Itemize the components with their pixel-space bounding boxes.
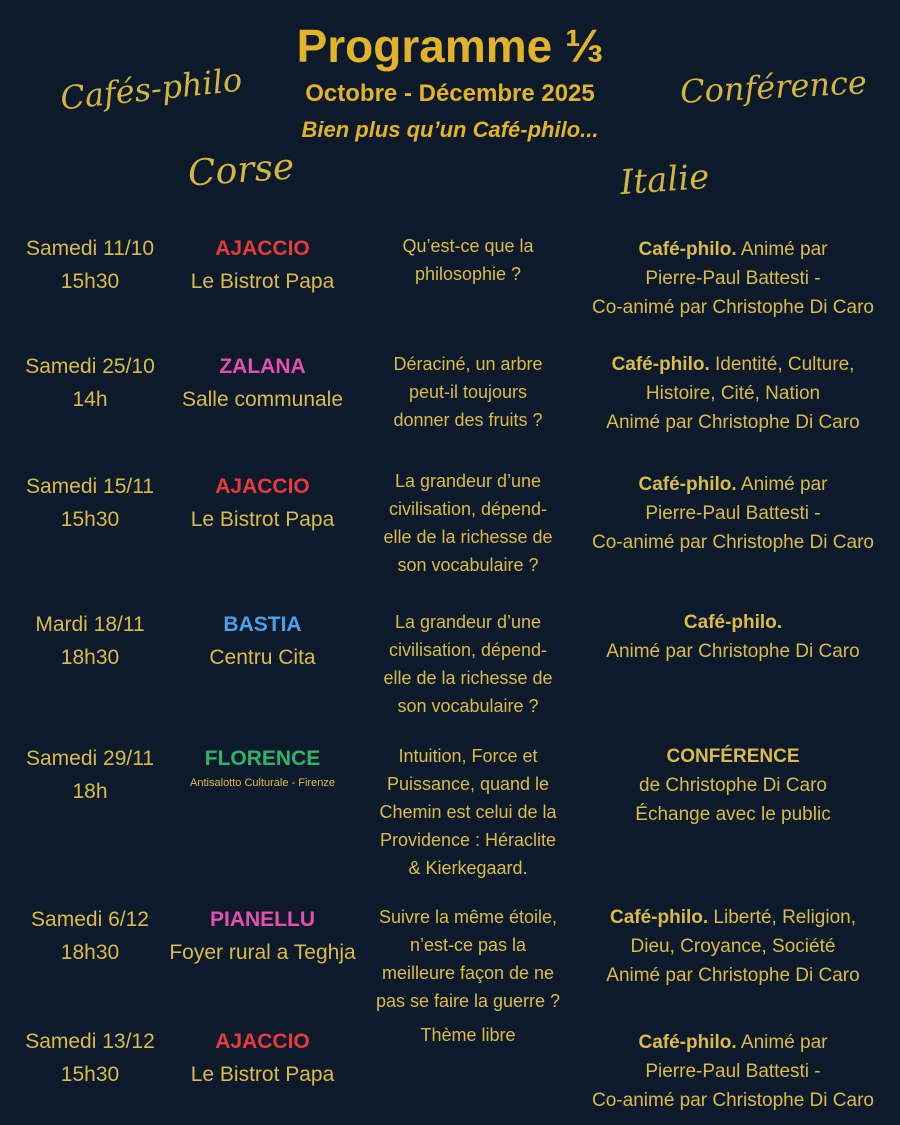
event-day: Samedi 13/12 xyxy=(25,1030,155,1053)
event-topic xyxy=(362,467,574,579)
event-description-text: Animé par xyxy=(740,1032,828,1053)
event-topic-line: La grandeur d’une xyxy=(394,612,542,632)
event-description xyxy=(548,350,900,437)
event-topic-line: Qu’est-ce que la xyxy=(402,236,534,256)
event-description-line: de Christophe Di Caro xyxy=(639,775,827,796)
event-day: Mardi 18/11 xyxy=(35,613,145,636)
event-topic-line: n’est-ce pas la xyxy=(409,935,527,955)
event-description xyxy=(548,235,900,322)
event-venue: Le Bistrot Papa xyxy=(190,1063,335,1086)
event-venue: Antisalotto Culturale - Firenze xyxy=(190,777,335,789)
event-description-line: Pierre-Paul Battesti - xyxy=(645,503,821,524)
event-description xyxy=(548,608,900,666)
script-italie: Italie xyxy=(618,156,711,204)
event-description-line: Dieu, Croyance, Société xyxy=(630,936,836,957)
event-type: Café-philo. xyxy=(638,1032,737,1053)
script-conference: Conférence xyxy=(679,63,868,111)
event-topic-line: pas se faire la guerre ? xyxy=(375,991,561,1011)
event-description-first-line xyxy=(548,742,900,771)
event-topic-line: son vocabulaire ? xyxy=(397,696,539,716)
event-date xyxy=(0,350,180,416)
event-topic-line: Puissance, quand le xyxy=(386,774,550,794)
tagline: Bien plus qu’un Café-philo... xyxy=(301,117,599,142)
event-day: Samedi 25/10 xyxy=(25,355,155,378)
event-topic-line: donner des fruits ? xyxy=(393,410,543,430)
event-topic-line: La grandeur d’une xyxy=(394,471,542,491)
event-description-first-line xyxy=(548,235,900,264)
event-city: AJACCIO xyxy=(215,475,310,498)
event-city: FLORENCE xyxy=(204,747,321,770)
event-place xyxy=(165,470,360,536)
event-date xyxy=(0,232,180,298)
script-cafes-philo: Cafés-philo xyxy=(58,60,244,118)
event-topic-line: civilisation, dépend- xyxy=(388,499,548,519)
event-type: Café-philo. xyxy=(609,907,709,928)
event-day: Samedi 11/10 xyxy=(25,237,155,260)
event-city: AJACCIO xyxy=(215,237,310,260)
event-topic-line: peut-il toujours xyxy=(408,382,528,402)
event-day: Samedi 6/12 xyxy=(31,908,149,931)
event-description-first-line xyxy=(548,608,900,637)
event-day: Samedi 15/11 xyxy=(25,475,155,498)
event-place xyxy=(165,742,360,791)
event-type: Café-philo. xyxy=(683,612,783,633)
event-topic-line: meilleure façon de ne xyxy=(381,963,555,983)
event-place xyxy=(165,350,360,416)
event-topic-line: Chemin est celui de la xyxy=(379,802,557,822)
event-type: Café-philo. xyxy=(611,354,710,375)
event-date xyxy=(0,470,180,536)
event-description-text: Animé par xyxy=(740,474,828,495)
event-description xyxy=(548,1028,900,1115)
event-date xyxy=(0,903,180,969)
script-corse: Corse xyxy=(186,146,296,195)
event-day: Samedi 29/11 xyxy=(25,747,155,770)
event-description xyxy=(548,742,900,829)
event-place xyxy=(165,232,360,298)
page-title: Programme ⅓ xyxy=(296,20,604,72)
event-description-line: Co-animé par Christophe Di Caro xyxy=(592,532,874,553)
event-time: 14h xyxy=(72,388,108,411)
event-topic xyxy=(362,232,574,288)
event-description-line: Co-animé par Christophe Di Caro xyxy=(592,297,874,318)
event-topic-line: Suivre la même étoile, xyxy=(378,907,558,927)
event-topic-line: philosophie ? xyxy=(414,264,522,284)
event-description-first-line xyxy=(548,350,900,379)
event-description xyxy=(548,470,900,557)
event-time: 15h30 xyxy=(60,270,120,293)
event-topic xyxy=(362,1021,574,1049)
event-time: 18h30 xyxy=(60,941,120,964)
event-topic-line: elle de la richesse de xyxy=(383,668,553,688)
event-topic-line: Intuition, Force et xyxy=(398,746,538,766)
event-description-line: Échange avec le public xyxy=(635,804,831,825)
event-place xyxy=(165,1025,360,1091)
event-description-first-line xyxy=(548,470,900,499)
event-venue: Le Bistrot Papa xyxy=(190,508,335,531)
event-description-line: Pierre-Paul Battesti - xyxy=(645,1061,821,1082)
event-topic-line: Thème libre xyxy=(420,1025,516,1045)
event-topic xyxy=(362,742,574,882)
event-date xyxy=(0,742,180,808)
event-description-text: Liberté, Religion, xyxy=(713,907,857,928)
event-description-first-line xyxy=(548,1028,900,1057)
event-date xyxy=(0,1025,180,1091)
event-time: 15h30 xyxy=(60,1063,120,1086)
event-description-line: Pierre-Paul Battesti - xyxy=(645,268,821,289)
event-topic xyxy=(362,350,574,434)
event-venue: Le Bistrot Papa xyxy=(190,270,335,293)
event-description-line: Co-animé par Christophe Di Caro xyxy=(592,1090,874,1111)
event-city: ZALANA xyxy=(219,355,306,378)
event-venue: Centru Cita xyxy=(209,646,316,669)
event-venue: Foyer rural a Teghja xyxy=(169,941,356,964)
event-topic-line: Déraciné, un arbre xyxy=(393,354,543,374)
event-description xyxy=(548,903,900,990)
event-time: 15h30 xyxy=(60,508,120,531)
event-city: BASTIA xyxy=(223,613,302,636)
event-description-text: Identité, Culture, xyxy=(715,354,855,375)
event-time: 18h30 xyxy=(60,646,120,669)
event-type: CONFÉRENCE xyxy=(666,746,800,767)
event-description-line: Animé par Christophe Di Caro xyxy=(606,412,860,433)
event-time: 18h xyxy=(72,780,108,803)
event-date xyxy=(0,608,180,674)
event-description-line: Histoire, Cité, Nation xyxy=(645,383,821,404)
event-venue: Salle communale xyxy=(181,388,344,411)
period-subtitle: Octobre - Décembre 2025 xyxy=(305,80,595,107)
event-city: AJACCIO xyxy=(215,1030,310,1053)
event-topic-line: Providence : Héraclite xyxy=(379,830,557,850)
event-topic-line: civilisation, dépend- xyxy=(388,640,548,660)
event-description-text: Animé par xyxy=(740,239,828,260)
event-topic-line: son vocabulaire ? xyxy=(397,555,539,575)
event-description-first-line xyxy=(548,903,900,932)
event-description-line: Animé par Christophe Di Caro xyxy=(606,641,860,662)
event-topic xyxy=(362,608,574,720)
event-topic xyxy=(362,903,574,1015)
event-type: Café-philo. xyxy=(638,239,737,260)
event-topic-line: elle de la richesse de xyxy=(383,527,553,547)
event-description-line: Animé par Christophe Di Caro xyxy=(606,965,860,986)
event-place xyxy=(165,903,360,969)
event-place xyxy=(165,608,360,674)
event-topic-line: & Kierkegaard. xyxy=(408,858,528,878)
event-city: PIANELLU xyxy=(210,908,315,931)
event-type: Café-philo. xyxy=(638,474,737,495)
